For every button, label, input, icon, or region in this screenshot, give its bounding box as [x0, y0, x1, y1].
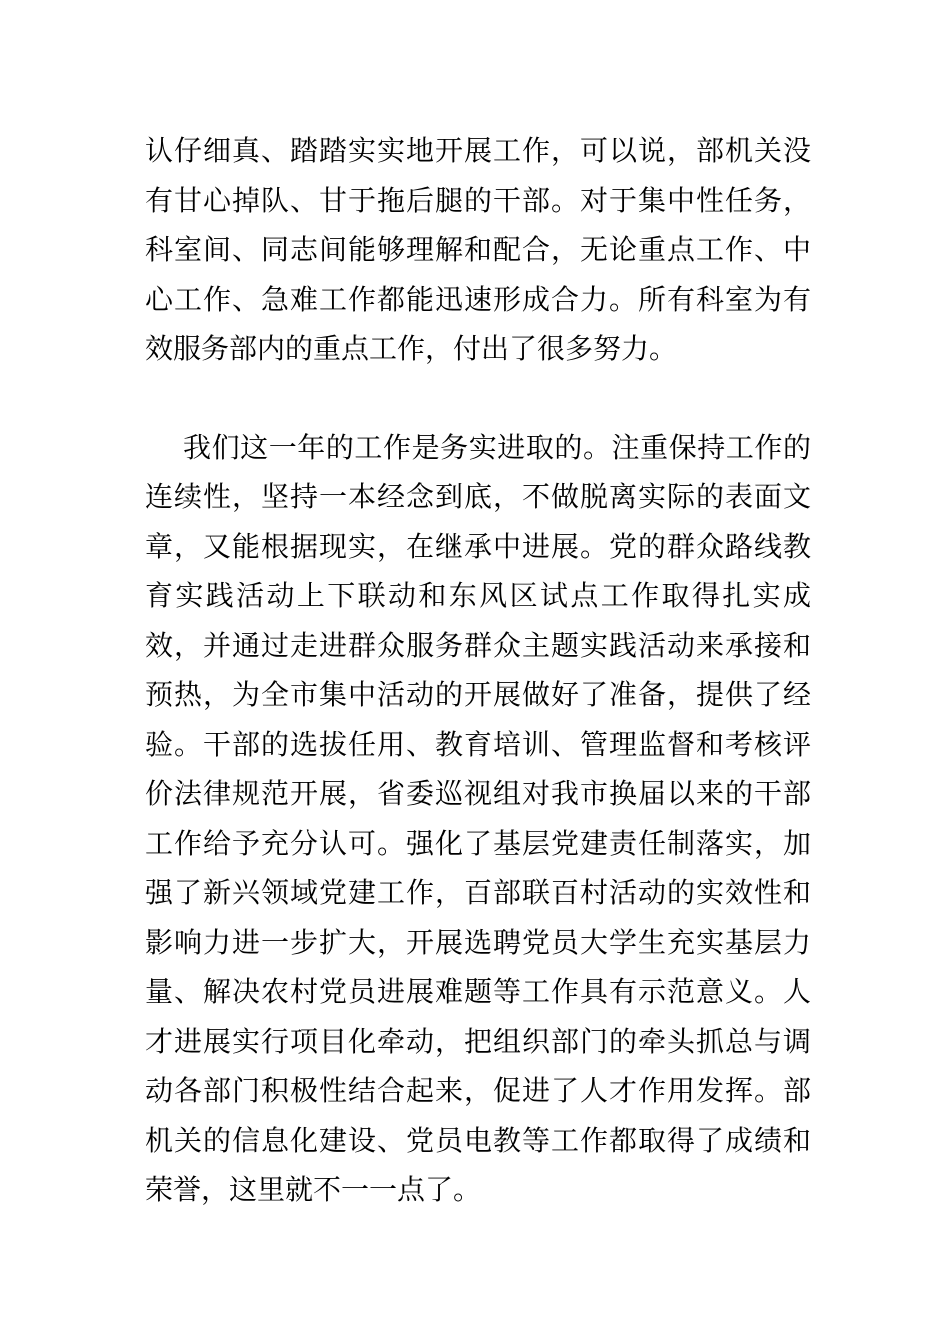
paragraph-1: 认仔细真、踏踏实实地开展工作，可以说，部机关没有甘心掉队、甘于拖后腿的干部。对于集中性任务，科室间、同志间能够理解和配合，无论重点工作、中心工作、急难工作都能迅速形成合力。所有科室为有效服务部内的重点工作，付出了很多努力。 [145, 134, 811, 365]
paragraph-2: 我们这一年的工作是务实进取的。注重保持工作的连续性，坚持一本经念到底，不做脱离实际的表面文章，又能根据现实，在继承中进展。党的群众路线教育实践活动上下联动和东风区试点工作取得扎实成效，并通过走进群众服务群众主题实践活动来承接和预热，为全市集中活动的开展做好了准备，提供了经验。干部的选拔任用、教育培训、管理监督和考核评价法律规范开展，省委巡视组对我市换届以来的干部工作给予充分认可。强化了基层党建责任制落实，加强了新兴领域党建工作，百部联百村活动的实效性和影响力进一步扩大，开展选聘党员大学生充实基层力量、解决农村党员进展难题等工作具有示范意义。人才进展实行项目化牵动，把组织部门的牵头抓总与调动各部门积极性结合起来，促进了人才作用发挥。部机关的信息化建设、党员电教等工作都取得了成绩和荣誉，这里就不一一点了。 [145, 430, 811, 1206]
document-body [145, 126, 811, 1215]
